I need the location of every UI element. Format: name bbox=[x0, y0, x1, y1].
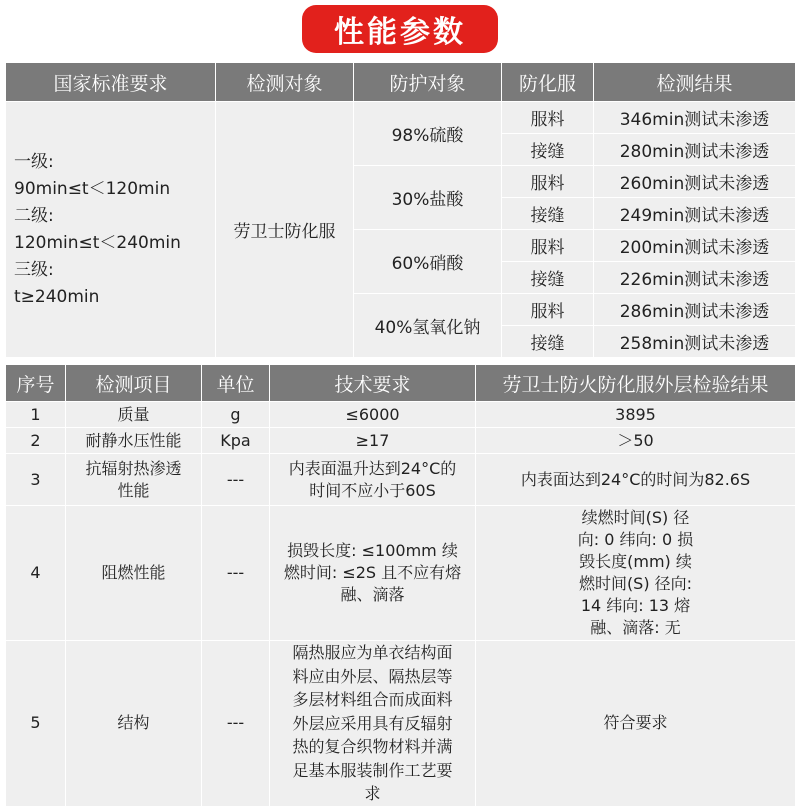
table2-header-row bbox=[6, 365, 796, 402]
test-result: 249min测试未渗透 bbox=[594, 198, 796, 230]
row-requirement: 隔热服应为单衣结构面料应由外层、隔热层等多层材料组合而成面料外层应采用具有反辐射热的复合织物材料并满足基本服装制作工艺要求 bbox=[270, 641, 476, 807]
header-unit: 单位 bbox=[202, 365, 270, 402]
row-unit: g bbox=[202, 402, 270, 428]
table1-header-row bbox=[6, 63, 796, 102]
row-no: 2 bbox=[6, 428, 66, 454]
row-result: ＞50 bbox=[476, 428, 796, 454]
target-chemical: 30%盐酸 bbox=[354, 166, 502, 230]
row-item: 结构 bbox=[66, 641, 202, 807]
row-item: 耐静水压性能 bbox=[66, 428, 202, 454]
target-chemical: 98%硫酸 bbox=[354, 102, 502, 166]
test-result: 226min测试未渗透 bbox=[594, 262, 796, 294]
row-no: 1 bbox=[6, 402, 66, 428]
row-no: 3 bbox=[6, 454, 66, 506]
test-result: 200min测试未渗透 bbox=[594, 230, 796, 262]
row-no: 4 bbox=[6, 506, 66, 641]
row-no: 5 bbox=[6, 641, 66, 807]
row-unit: --- bbox=[202, 641, 270, 807]
test-result: 280min测试未渗透 bbox=[594, 134, 796, 166]
row-result: 3895 bbox=[476, 402, 796, 428]
header-standard: 国家标准要求 bbox=[6, 63, 216, 102]
suit-part: 接缝 bbox=[502, 262, 594, 294]
row-result: 续燃时间(S) 径向: 0 纬向: 0 损毁长度(mm) 续燃时间(S) 径向: 14 纬向: 13 熔融、滴落: 无 bbox=[476, 506, 796, 641]
header-inspection-result: 劳卫士防火防化服外层检验结果 bbox=[476, 365, 796, 402]
test-object: 劳卫士防化服 bbox=[216, 102, 354, 358]
performance-test-table bbox=[5, 364, 796, 807]
header-suit: 防化服 bbox=[502, 63, 594, 102]
row-result: 符合要求 bbox=[476, 641, 796, 807]
test-result: 286min测试未渗透 bbox=[594, 294, 796, 326]
table-row bbox=[6, 506, 796, 641]
test-result: 260min测试未渗透 bbox=[594, 166, 796, 198]
grade-requirements: 一级: 90min≤t＜120min 二级: 120min≤t＜240min 三级: t≥240min bbox=[6, 102, 216, 358]
row-requirement: 损毁长度: ≤100mm 续燃时间: ≤2S 且不应有熔融、滴落 bbox=[270, 506, 476, 641]
test-result: 258min测试未渗透 bbox=[594, 326, 796, 358]
table-row bbox=[6, 428, 796, 454]
table-row bbox=[6, 641, 796, 807]
title-area bbox=[0, 0, 800, 58]
row-unit: --- bbox=[202, 506, 270, 641]
header-requirement: 技术要求 bbox=[270, 365, 476, 402]
row-requirement: ≤6000 bbox=[270, 402, 476, 428]
suit-part: 服料 bbox=[502, 230, 594, 262]
target-chemical: 60%硝酸 bbox=[354, 230, 502, 294]
suit-part: 接缝 bbox=[502, 198, 594, 230]
row-result: 内表面达到24°C的时间为82.6S bbox=[476, 454, 796, 506]
table-row bbox=[6, 102, 796, 134]
header-target: 防护对象 bbox=[354, 63, 502, 102]
row-requirement: 内表面温升达到24°C的时间不应小于60S bbox=[270, 454, 476, 506]
suit-part: 服料 bbox=[502, 102, 594, 134]
suit-part: 接缝 bbox=[502, 326, 594, 358]
suit-part: 服料 bbox=[502, 294, 594, 326]
test-result: 346min测试未渗透 bbox=[594, 102, 796, 134]
table-row bbox=[6, 402, 796, 428]
row-unit: Kpa bbox=[202, 428, 270, 454]
row-item: 质量 bbox=[66, 402, 202, 428]
target-chemical: 40%氢氧化钠 bbox=[354, 294, 502, 358]
header-result: 检测结果 bbox=[594, 63, 796, 102]
header-item: 检测项目 bbox=[66, 365, 202, 402]
header-object: 检测对象 bbox=[216, 63, 354, 102]
row-unit: --- bbox=[202, 454, 270, 506]
page-title: 性能参数 bbox=[302, 5, 498, 53]
header-no: 序号 bbox=[6, 365, 66, 402]
suit-part: 接缝 bbox=[502, 134, 594, 166]
row-item: 抗辐射热渗透性能 bbox=[66, 454, 202, 506]
row-item: 阻燃性能 bbox=[66, 506, 202, 641]
row-requirement: ≥17 bbox=[270, 428, 476, 454]
permeation-test-table bbox=[5, 62, 796, 358]
suit-part: 服料 bbox=[502, 166, 594, 198]
table-row bbox=[6, 454, 796, 506]
